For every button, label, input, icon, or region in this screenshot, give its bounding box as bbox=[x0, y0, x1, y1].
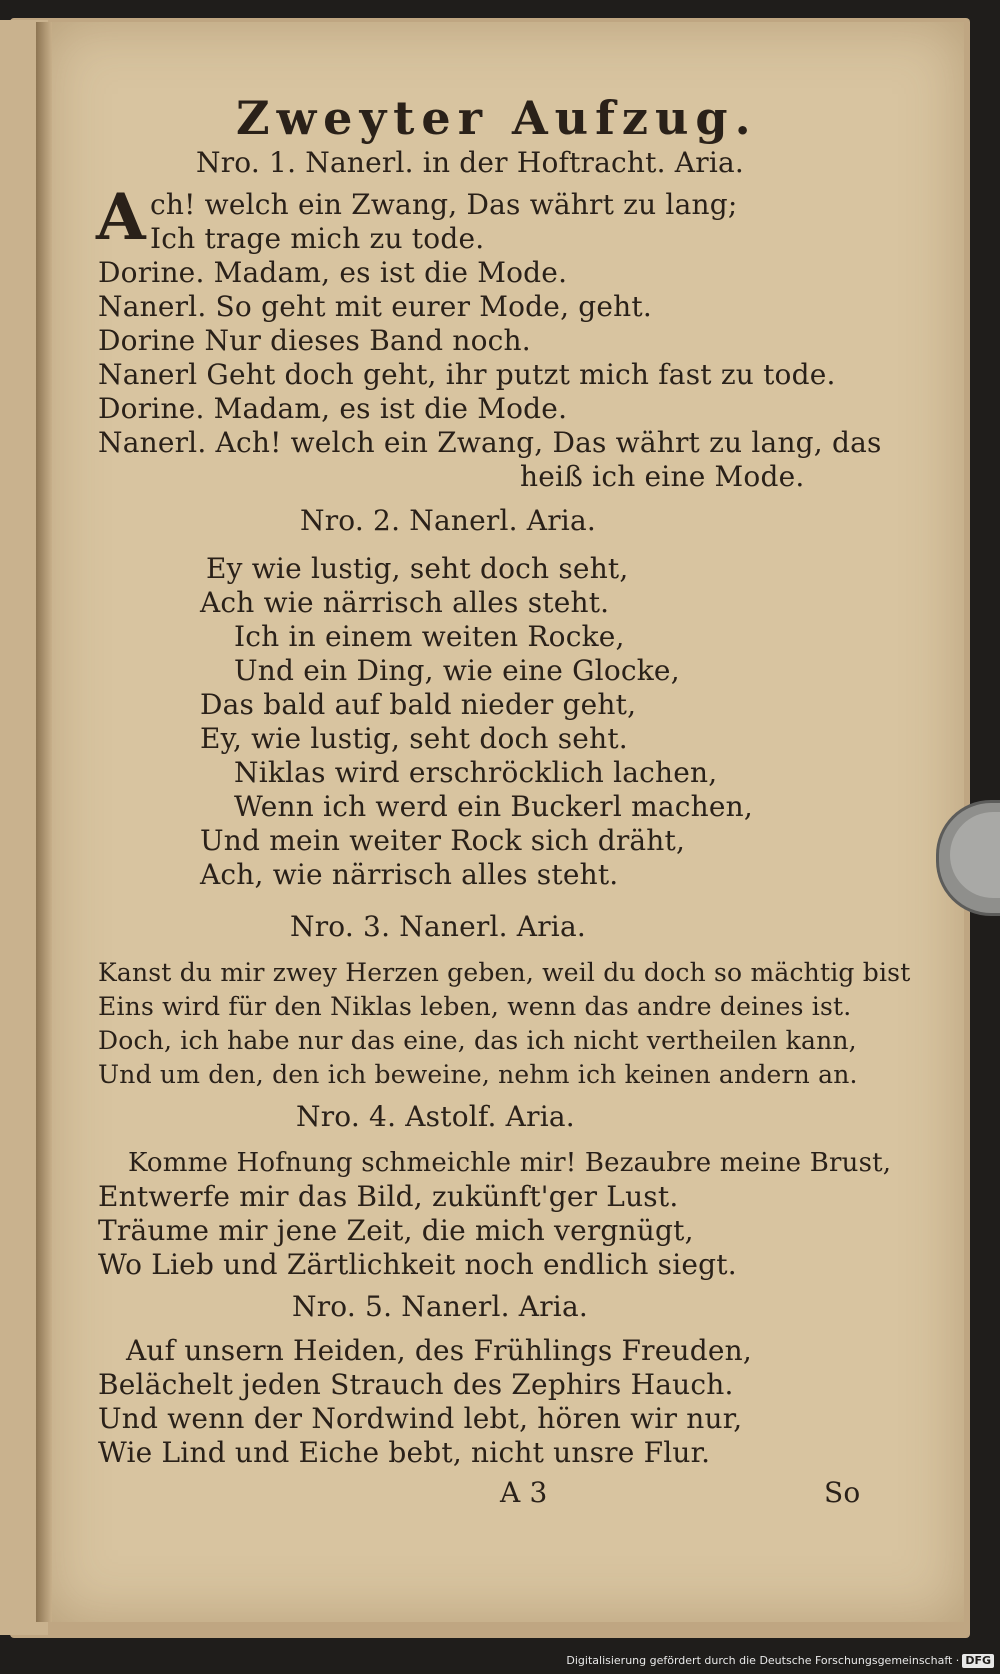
drop-cap: A bbox=[96, 180, 146, 255]
verse-line: Doch, ich habe nur das eine, das ich nicht vertheilen kann, bbox=[98, 1026, 857, 1055]
aria-heading-no5: Nro. 5. Nanerl. Aria. bbox=[292, 1290, 588, 1323]
verse-line: Ich in einem weiten Rocke, bbox=[234, 620, 625, 653]
verse-line: Ey, wie lustig, seht doch seht. bbox=[200, 722, 628, 755]
aria-heading-no2: Nro. 2. Nanerl. Aria. bbox=[300, 504, 596, 537]
verse-line: Und mein weiter Rock sich dräht, bbox=[200, 824, 686, 857]
verse-line: Nanerl. So geht mit eurer Mode, geht. bbox=[98, 290, 652, 323]
verse-line: Träume mir jene Zeit, die mich vergnügt, bbox=[98, 1214, 694, 1247]
verse-line: Dorine Nur dieses Band noch. bbox=[98, 324, 531, 357]
signature-mark: A 3 bbox=[500, 1476, 548, 1509]
aria-heading-no3: Nro. 3. Nanerl. Aria. bbox=[290, 910, 586, 943]
verse-line: Wo Lieb und Zärtlichkeit noch endlich siegt. bbox=[98, 1248, 737, 1281]
verse-line: heiß ich eine Mode. bbox=[520, 460, 805, 493]
verse-line: Nanerl. Ach! welch ein Zwang, Das währt zu lang, das bbox=[98, 426, 882, 459]
verse-line: Ach, wie närrisch alles steht. bbox=[200, 858, 619, 891]
verse-line: Das bald auf bald nieder geht, bbox=[200, 688, 637, 721]
verse-line: Dorine. Madam, es ist die Mode. bbox=[98, 392, 568, 425]
verse-line: Belächelt jeden Strauch des Zephirs Hauch. bbox=[98, 1368, 734, 1401]
verse-line: Und ein Ding, wie eine Glocke, bbox=[234, 654, 680, 687]
verse-line: Niklas wird erschröcklich lachen, bbox=[234, 756, 718, 789]
verse-line: Und um den, den ich beweine, nehm ich keinen andern an. bbox=[98, 1060, 858, 1089]
verse-line: Ach wie närrisch alles steht. bbox=[200, 586, 610, 619]
verse-line: Eins wird für den Niklas leben, wenn das andre deines ist. bbox=[98, 992, 852, 1021]
verse-line: Kanst du mir zwey Herzen geben, weil du doch so mächtig bist bbox=[98, 958, 911, 987]
verse-line: Entwerfe mir das Bild, zukünft'ger Lust. bbox=[98, 1180, 679, 1213]
verse-line: Wie Lind und Eiche bebt, nicht unsre Flur. bbox=[98, 1436, 711, 1469]
verse-line: Wenn ich werd ein Buckerl machen, bbox=[234, 790, 753, 823]
aria-heading-no4: Nro. 4. Astolf. Aria. bbox=[296, 1100, 575, 1133]
verse-line: Dorine. Madam, es ist die Mode. bbox=[98, 256, 568, 289]
digitization-credit bbox=[566, 1654, 994, 1668]
dfg-logo-icon: DFG bbox=[962, 1654, 994, 1668]
verse-line: Komme Hofnung schmeichle mir! Bezaubre meine Brust, bbox=[128, 1148, 892, 1178]
page-title: Zweyter Aufzug. bbox=[236, 91, 758, 145]
verse-line: Ey wie lustig, seht doch seht, bbox=[206, 552, 629, 585]
verse-line: Auf unsern Heiden, des Frühlings Freuden, bbox=[126, 1334, 752, 1367]
verse-line: Ich trage mich zu tode. bbox=[150, 222, 485, 255]
verse-line: Und wenn der Nordwind lebt, hören wir nur, bbox=[98, 1402, 743, 1435]
verse-line: ch! welch ein Zwang, Das währt zu lang; bbox=[150, 188, 738, 221]
verse-line: Nanerl Geht doch geht, ihr putzt mich fast zu tode. bbox=[98, 358, 836, 391]
catchword: So bbox=[824, 1476, 861, 1509]
aria-heading-no1: Nro. 1. Nanerl. in der Hoftracht. Aria. bbox=[196, 146, 744, 179]
credit-text: Digitalisierung gefördert durch die Deutsche Forschungsgemeinschaft · bbox=[566, 1654, 960, 1667]
